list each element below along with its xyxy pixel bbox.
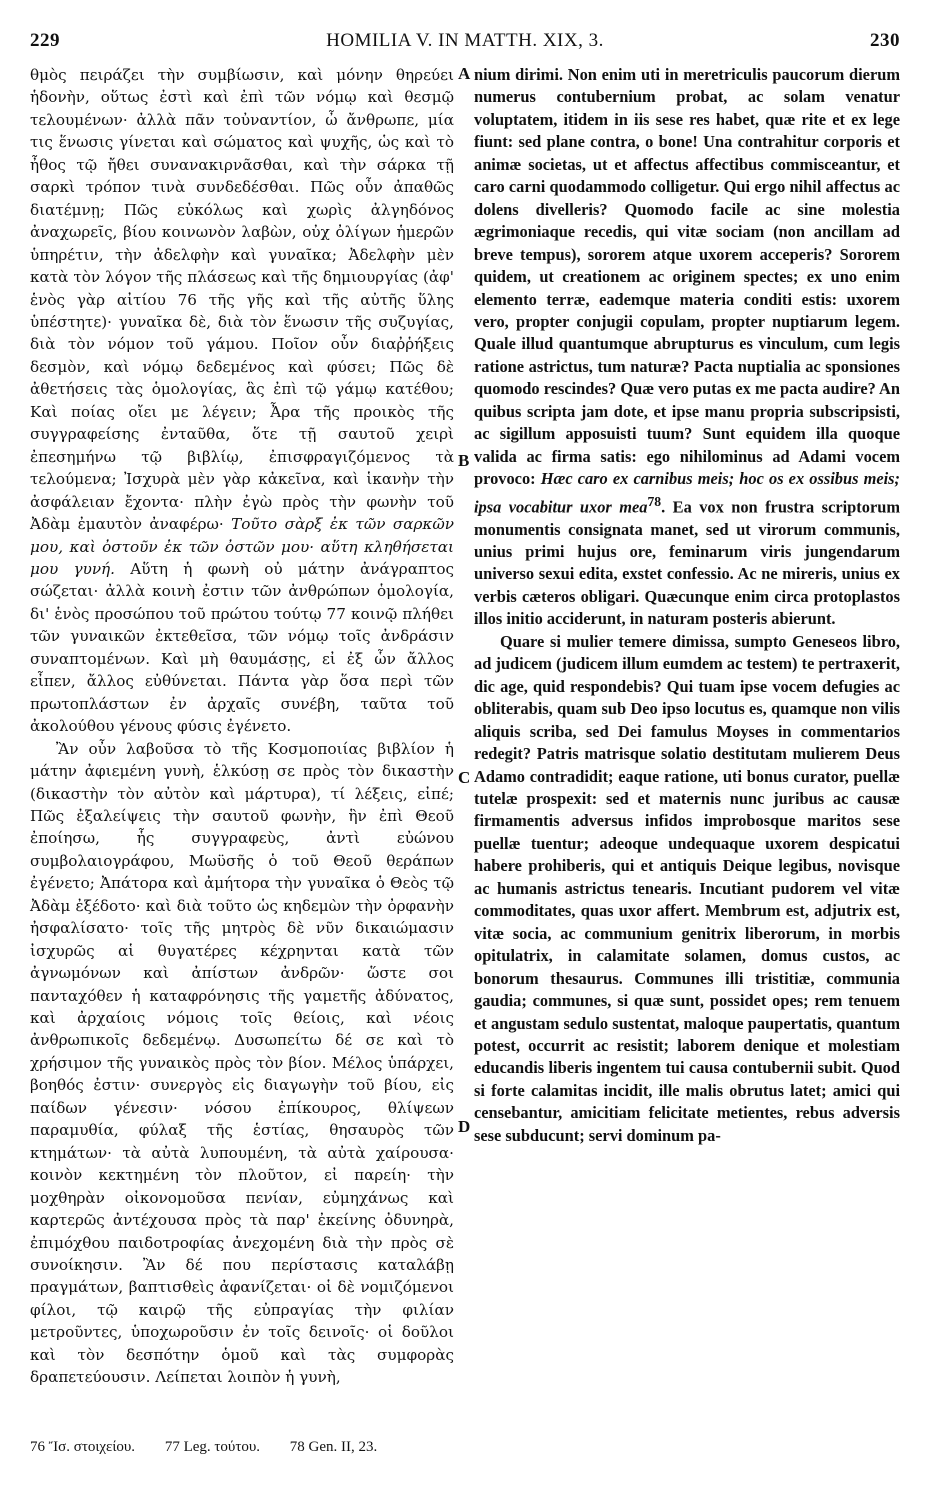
greek-text-1: θμὸς πειράζει τὴν συμβίωσιν, καὶ μόνην θηρεύει ἡδονὴν, οὕτως ἐστὶ καὶ ἐπὶ τῶν νόμῳ καὶ θεσμῷ τελουμένων· ἀλλὰ πᾶν τοὐναντίον, ὦ ἄνθρωπε, μία τις ἕνωσις γίνεται καὶ σώματος καὶ ψυχῆς, ὡς καὶ τὸ ἦθος τῷ ἤθει συνανακιρνᾶσθαι, καὶ τὴν σάρκα τῇ σαρκὶ τρόπον τινὰ συνδεδέσθαι. Πῶς οὖν ἀπαθῶς διατέμνῃ; Πῶς εὐκόλως καὶ χωρὶς ἀλγηδόνος ἀναχωρεῖς, βίου κοινωνὸν λαβὼν, οὐχ ὀλίγων ἡμερῶν ὑπηρέτιν, τὴν ἀδελφὴν καὶ γυναῖκα; Ἀδελφὴν μὲν κατὰ τὸν λόγον τῆς πλάσεως καὶ τῆς δημιουργίας (ἀφ' ἑνὸς γὰρ αἰτίου 76 τῆς γῆς καὶ τῆς αὐτῆς ὕλης ὑπέστητε)· γυναῖκα δὲ, διὰ τὸν ἕνωσιν τῆς συζυγίας, διὰ τὸν νόμον τοῦ γάμου. Ποῖον οὖν διαῤῥήξεις δεσμὸν, καὶ νόμῳ δεδεμένος καὶ φύσει; Πῶς δὲ ἀθετήσεις τὰς ὁμολογίας, ἃς ἐπὶ τῷ γάμῳ κατέθου; Καὶ ποίας οἴει με λέγειν; Ἆρα τῆς προικὸς τῆς συγγραφείσης ἐνταῦθα, ὅτε τῇ σαυτοῦ χειρὶ ἐπεσημήνω τῷ βιβλίῳ, ἐπισφραγιζόμενος τὰ τελούμενα; Ἰσχυρὰ μὲν γὰρ κἀκεῖνα, καὶ ἱκανὴν τὴν ἀσφάλειαν ἔχοντα· πλὴν ἐγὼ πρὸς τὴν φωνὴν τοῦ Ἀδὰμ ἐμαυτὸν ἀναφέρω·	[30, 66, 454, 534]
footnote-ref-78: 78	[647, 493, 662, 509]
latin-quote: Hæc caro ex carnibus meis; hoc os ex ossibus meis; ipsa vocabitur uxor mea	[474, 469, 900, 517]
page-number-right: 230	[870, 30, 900, 51]
page-number-left: 229	[30, 30, 60, 51]
latin-paragraph-2: Quare si mulier temere dimissa, sumpto Geneseos libro, ad judicem (judicem illum eumdem ac testem) te pertraxerit, dic age, quid respondebis? Qui tuam ipse vocem defugies ac obliterabis, quam sub Deo ipso locutus es, quamque non vilis aliquis scriba, sed Dei famulus Moyses in commentarios redegit? Patris matrisque solatio destitutam mulierem Deus Adamo contradidit; eaque ratione, uti bonus curator, puellæ tutelæ prospexit: sed et maternis nunc juribus ac causæ firmamentis adversus infidos improbosque maritos sese puellæ tuentur; adeoque undequaque uxorem despicatui habere prohiberis, qui et antiquis Deique legibus, novisque ac humanis astrictus tenearis. Incutiant pudorem vel vitæ commoditates, quas uxor affert. Membrum est, adjutrix est, vitæ socia, ac communium genitrix liberorum, in morbis opitulatrix, in calamitate solamen, domus custos, ac bonorum thesaurus. Communes illi tristitiæ, communia gaudia; communes, si quæ sunt, possidet opes; rem tenuem et angustam sedulo sustentat, maloque paupertatis, quantum potest, occurrit ac resistit; laborem denique et molestiam educandis liberis ingentem tui causa contubernii subit. Quod si forte calamitas incidit, ille malis obrutus latet; amici qui censebantur, amicitiam felicitate metientes, rebus adversis sese subducunt; servi dominum pa-	[474, 631, 900, 1145]
latin-text-1-rest: . Ea vox non frustra scriptorum monumentis consignata manet, sed ut virorum communis, unius primi hujus ore, feminarum viris jungendarum universo sexui edita, exstet confessio. Ac ne mireris, unius ex verbis cæteros obligari. Quæcunque enim circa protoplastos illos initio acciderunt, in naturam posteris abierunt.	[474, 497, 900, 629]
margin-marker-a: A	[458, 64, 471, 83]
margin-marker-b: B	[458, 451, 470, 470]
page-header	[30, 30, 900, 56]
footnotes	[30, 1439, 900, 1456]
greek-paragraph-2: Ἂν οὖν λαβοῦσα τὸ τῆς Κοσμοποιίας βιβλίον ἡ μάτην ἀφιεμένη γυνὴ, ἑλκύσῃ σε πρὸς τὸν δικαστὴν (δικαστὴν τὸν αὐτὸν καὶ μάρτυρα), τί λέξεις, εἰπέ; Πῶς ἐξαλείψεις τὴν σαυτοῦ φωνὴν, ἣν ἐπὶ Θεοῦ ἐποίησω, ἧς συγγραφεὺς, ἀντὶ εὐώνου συμβολαιογράφου, Μωϋσῆς ὁ τοῦ Θεοῦ θεράπων ἐγένετο; Ἀπάτορα καὶ ἀμήτορα τὴν γυναῖκα ὁ Θεὸς τῷ Ἀδὰμ ἐξέδοτο· καὶ διὰ τοῦτο ὡς κηδεμὼν τὴν ὀρφανὴν ἠσφαλίσατο· τοῖς τῆς μητρὸς δὲ νῦν δικαιώμασιν ἰσχυρῶς αἱ θυγατέρες κέχρηνται κατὰ τῶν ἀγνωμόνων καὶ ἀπίστων ἀνδρῶν· ὥστε σοι πανταχόθεν ἡ καταφρόνησις τῆς γαμετῆς ἀδύνατος, καὶ ἀρχαίοις νόμοις τοῖς θείοις, καὶ νέοις ἀνθρωπικοῖς δεδεμένῳ. Δυσωπείτω δέ σε καὶ τὸ χρήσιμον τῆς γυναικὸς πρὸς τὸν βίον. Μέλος ὑπάρχει, βοηθός ἐστιν· συνεργὸς εἰς διαγωγὴν τοῦ βίου, εἰς παίδων γένεσιν· νόσου ἐπίκουρος, θλίψεων παραμυθία, φύλαξ τῆς ἑστίας, θησαυρὸς τῶν κτημάτων· τὰ αὐτὰ λυπουμένη, τὰ αὐτὰ χαίρουσα· κοινὸν κεκτημένη τὸν πλοῦτον, εἰ παρείη· τὴν μοχθηρὰν οἰκονομοῦσα πενίαν, εὐμηχάνως καὶ καρτερῶς ἀντέχουσα πρὸς τὰ παρ' ἐκείνης ὀδυνηρὰ, ἐπιμόχθου παιδοτροφίας ἀνεχομένη διὰ τὴν πρὸς σὲ συνοίκησιν. Ἂν δέ που περίστασις καταλάβῃ πραγμάτων, βαπτισθεὶς ἀφανίζεται· οἱ δὲ νομιζόμενοι φίλοι, τῷ καιρῷ τῆς εὐπραγίας τὴν φιλίαν μετροῦντες, ὑποχωροῦσιν ἐν τοῖς δεινοῖς· οἱ δοῦλοι καὶ τὸν δεσπότην ὁμοῦ καὶ τὰς συμφορὰς δραπετεύουσιν. Λείπεται λοιπὸν ἡ γυνὴ,	[30, 739, 454, 1387]
greek-quote: Τοῦτο σὰρξ ἐκ τῶν σαρκῶν μου, καὶ ὀστοῦν ἐκ τῶν ὀστῶν μου· αὕτη κληθήσεται μου γυνή.	[30, 515, 454, 578]
latin-text-1: nium dirimi. Non enim uti in meretriculis paucorum dierum numerus contubernium probat, ac solam venatur voluptatem, itidem in iis sese res habet, quæ rite et ex lege fiunt: sed plane contra, o bone! Una contrahitur corporis et animæ societas, ut et affectus affectibus commisceantur, et caro carni quodammodo colligetur. Qui ergo nihil affectus ac dolens divelleris? Quomodo facile ac sine molestia ægrimoniaque recedis, qui vitæ sociam (non ancillam ad breve tempus), sororem atque uxorem acceperis? Sororem quidem, ut creationem ac originem spectes; ex uno enim elemento terræ, eademque materia conditi estis: uxorem vero, propter conjugii copulam, propter nuptiarum legem. Quale illud quantumque abrupturus es vinculum, cum legis ratione astrictus, tum naturæ? Pacta nuptialia ac sponsiones quomodo rescindes? Quæ vero putas ex me pacta audire? An quibus scripta jam dote, et ipse manu propria subscripsisti, ac sigillum apposuisti tuum? Sunt equidem illa quoque valida ac firma satis: ego nihilominus ad Adami vocem provoco:	[474, 65, 900, 489]
greek-paragraph-1	[30, 64, 454, 738]
footnote-78: 78 Gen. II, 23.	[289, 1439, 378, 1455]
latin-paragraph-1	[474, 64, 900, 631]
footnote-77: 77 Leg. τούτου.	[164, 1439, 261, 1455]
margin-marker-c: C	[458, 768, 471, 787]
running-title: HOMILIA V. IN MATTH. XIX, 3.	[326, 30, 604, 51]
greek-text-1-rest: Αὕτη ἡ φωνὴ οὐ μάτην ἀνάγραπτος σώζεται· ἀλλὰ κοινὴ ἐστιν τῶν ἀνθρώπων ὁμολογία, δι' ἑνὸς προσώπου τοῦ πρώτου τούτῳ 77 κοινῷ πλήθει τῶν γυναικῶν ἐκτεθεῖσα, τῶν νόμῳ τοῖς ἀνδράσιν συναπτομένων. Καὶ μὴ θαυμάσῃς, εἰ ἐξ ὧν ἄλλος εἶπεν, ἄλλος εὐθύνεται. Πάντα γὰρ ὅσα περὶ τῶν πρωτοπλάστων ἐν ἀρχαῖς συνέβη, ταῦτα τοῦ ἀκολούθου γένους φύσις ἐγένετο.	[30, 559, 454, 736]
latin-column	[474, 64, 900, 1147]
margin-marker-d: D	[458, 1117, 471, 1136]
greek-column	[30, 64, 454, 1389]
footnote-76: 76 Ἴσ. στοιχείου.	[30, 1439, 136, 1455]
